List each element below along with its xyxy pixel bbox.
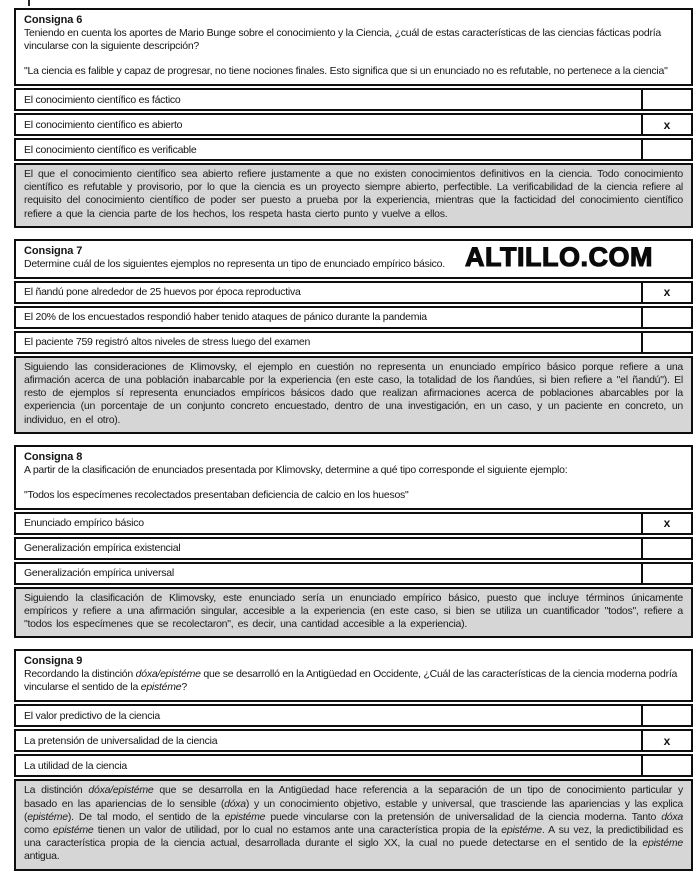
answer-label: El valor predictivo de la ciencia [16,706,643,725]
consigna-7-section [14,239,693,434]
answer-label: El ñandú pone alrededor de 25 huevos por época reproductiva [16,283,643,302]
answer-mark [643,90,691,109]
answer-row [14,704,693,727]
answer-mark [643,756,691,775]
answer-mark: x [663,516,671,531]
question-box [14,649,693,702]
answer-mark: x [663,733,671,748]
answer-row [14,138,693,161]
answer-row [14,537,693,560]
answer-label: El 20% de los encuestados respondió haber tenido ataques de pánico durante la pandemia [16,308,643,327]
answer-row [14,306,693,329]
answer-label: Generalización empírica existencial [16,539,643,558]
answer-label: La utilidad de la ciencia [16,756,643,775]
question-intro: Recordando la distinción dóxa/epistéme que se desarrolló en la Antigüedad en Occidente, ¿Cuál de las características de la ciencia moderna podría vincularse el sentido de la epistéme? [24,668,678,694]
answer-row [14,113,693,136]
question-title: Consigna 9 [24,655,83,668]
question-box [14,8,693,86]
question-intro: Determine cuál de los siguientes ejemplos no representa un tipo de enunciado empírico básico. [24,257,445,270]
consigna-6-section [14,8,693,228]
question-intro: Teniendo en cuenta los aportes de Mario Bunge sobre el conocimiento y la Ciencia, ¿cuál de estas características de las ciencias fácticas podría vincularse con la siguiente descripción? [24,27,661,52]
answer-label: El conocimiento científico es verificable [16,140,643,159]
question-title: Consigna 6 [24,14,83,26]
question-title: Consigna 8 [24,450,83,463]
answer-mark [643,140,691,159]
answer-mark [643,564,691,583]
answer-label: Enunciado empírico básico [16,514,643,533]
question-quote: "Todos los especímenes recolectados presentaban deficiencia de calcio en los huesos" [24,488,409,501]
answer-row [14,729,693,752]
answer-label: Generalización empírica universal [16,564,643,583]
answer-row [14,562,693,585]
answer-mark [643,333,691,352]
answer-label: La pretensión de universalidad de la ciencia [16,731,643,750]
explanation-box: La distinción dóxa/epistéme que se desarrolla en la Antigüedad hace referencia a la separación de un tipo de conocimiento particular y basado en las apariencias de lo sensible (dóxa) y un conocimiento objetivo, estable y universal, que trasciende las apariencias y las explica (epistéme). De tal modo, el sentido de la epistéme puede vincularse con la pretensión de universalidad de la ciencia moderna. Tanto dóxa como epistéme tienen un valor de utilidad, por lo cual no estamos ante una característica propia de la epistéme. A su vez, la predictibilidad es una característica propia de la ciencia actual, desarrollada durante el siglo XX, la cual no puede detectarse en el sentido de la epistéme antigua. [14,779,693,870]
answer-row [14,281,693,304]
answer-label: El conocimiento científico es fáctico [16,90,643,109]
answer-row [14,331,693,354]
answer-row [14,754,693,777]
answer-label: El conocimiento científico es abierto [16,115,643,134]
question-box [14,445,693,510]
altillo-watermark: ALTILLO.COM [465,241,653,272]
answer-label: El paciente 759 registró altos niveles de stress luego del examen [16,333,643,352]
answer-row [14,88,693,111]
consigna-9-section [14,649,693,870]
question-box [14,239,693,279]
answer-mark: x [663,117,671,132]
answer-mark [643,539,691,558]
answer-row [14,512,693,535]
answer-mark [643,706,691,725]
question-quote: "La ciencia es falible y capaz de progresar, no tiene nociones finales. Esto significa que si un enunciado no es refutable, no pertenece a la ciencia" [24,65,668,77]
question-intro: A partir de la clasificación de enunciados presentada por Klimovsky, determine a qué tipo corresponde el siguiente ejemplo: [24,463,568,476]
answer-mark [643,308,691,327]
consigna-8-section [14,445,693,639]
scan-artifact-mark [28,0,30,6]
explanation-box: Siguiendo la clasificación de Klimovsky, este enunciado sería un enunciado empírico básico, puesto que incluye términos únicamente empíricos y refiere a una afirmación singular, accesible a la experiencia (en este caso, si bien se utiliza un cuantificador "todos", refiere a "todos los especímenes que se recolectaron", es decir, una cantidad accesible a la experiencia). [14,587,693,639]
explanation-box: El que el conocimiento científico sea abierto refiere justamente a que no existen conocimientos definitivos en la ciencia. Todo conocimiento científico es refutable y provisorio, por lo que la ciencia es un proyecto siempre abierto, perfectible. La verificabilidad de la ciencia refiere al requisito del conocimiento científico de poder ser puesto a prueba por la experiencia, mientras que la facticidad del conocimiento científico refiere a que la ciencia parte de los hechos, los respeta hasta cierto punto y vuelve a ellos. [14,163,693,228]
answer-mark: x [663,285,671,300]
explanation-box: Siguiendo las consideraciones de Klimovsky, el ejemplo en cuestión no representa un enunciado empírico básico porque refiere a una afirmación acerca de una población inabarcable por la experiencia (en este caso, la totalidad de los ñandúes, si bien refiere a "el ñandú"). El resto de ejemplos sí representa enunciados empíricos básicos dado que realizan afirmaciones acerca de poblaciones abarcables por la experiencia (un porcentaje de un conjunto concreto encuestado, dentro de una investigación, en un caso, y un paciente en concreto, un individuo, en el otro). [14,356,693,434]
question-title: Consigna 7 [24,244,83,257]
